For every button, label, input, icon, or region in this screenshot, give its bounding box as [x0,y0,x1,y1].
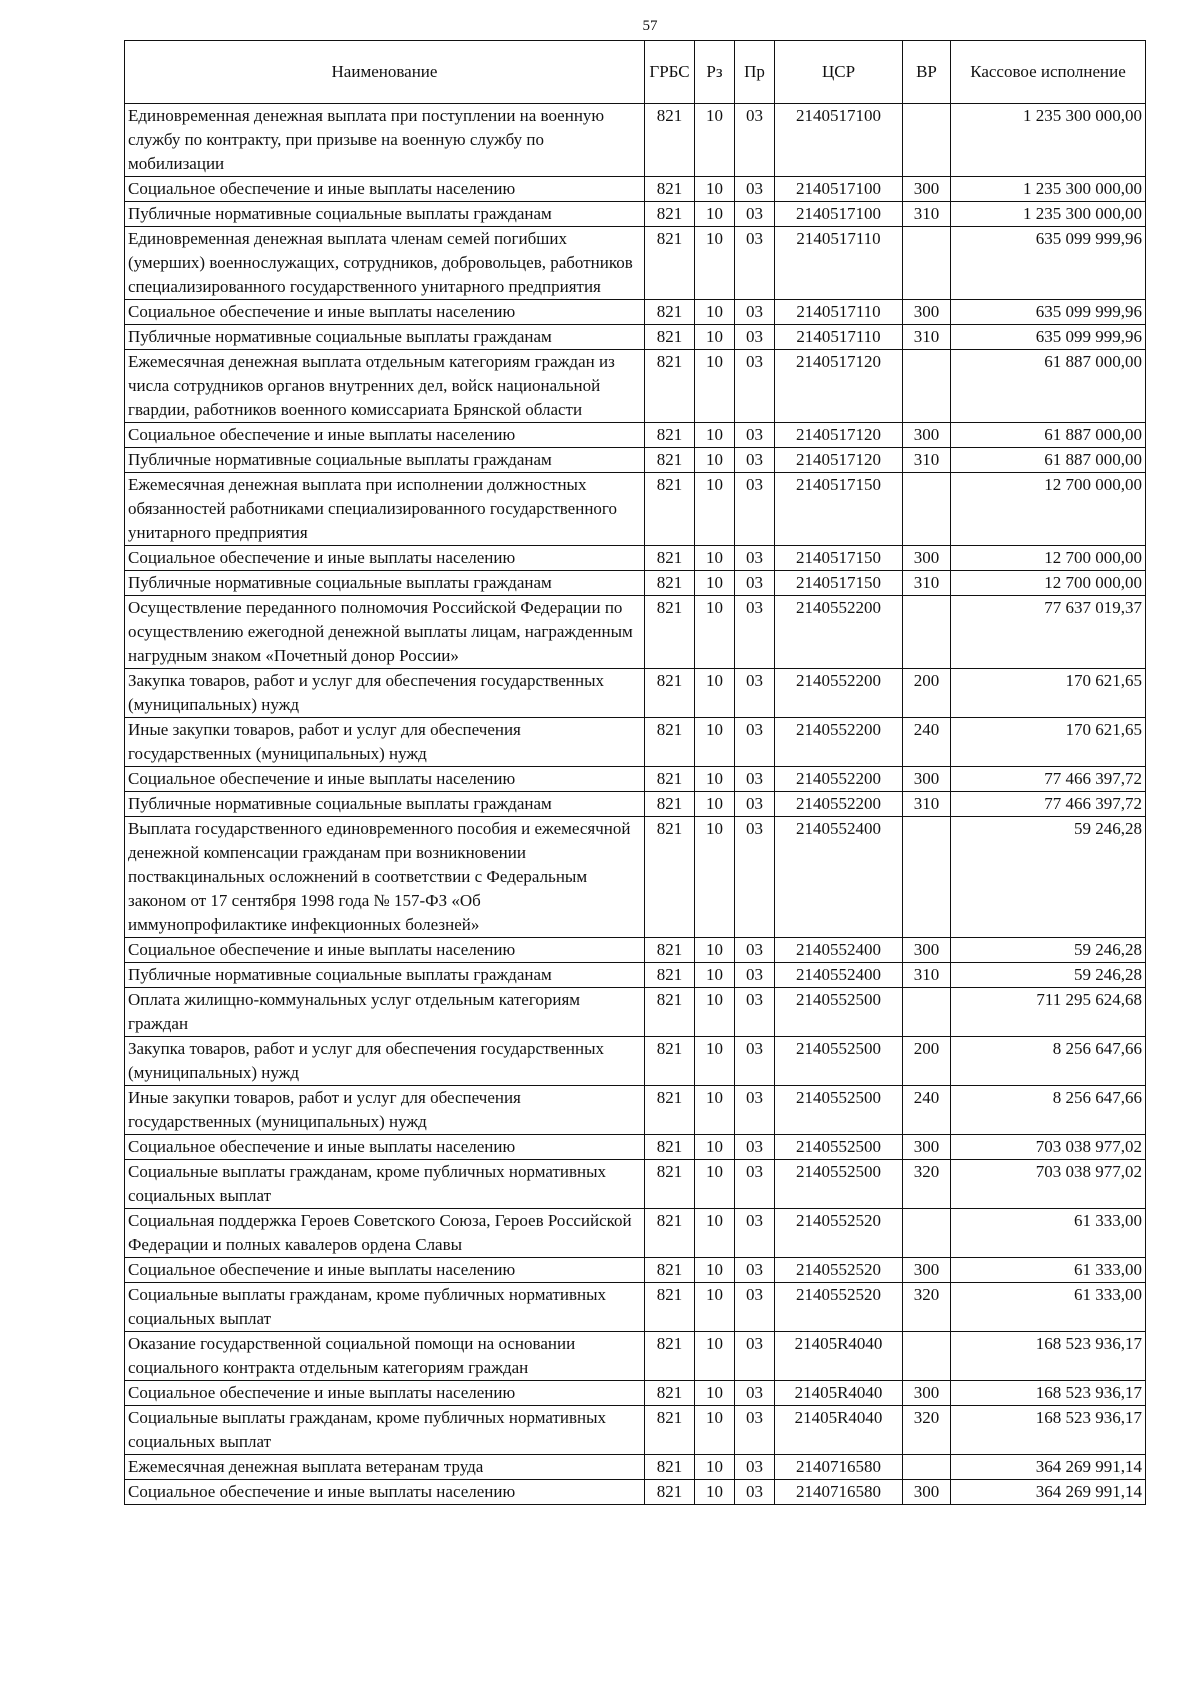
header-csr: ЦСР [775,41,903,104]
cell-name: Социальное обеспечение и иные выплаты населению [125,1381,645,1406]
table-row [125,350,1146,423]
cell-name: Социальное обеспечение и иные выплаты населению [125,177,645,202]
table-row [125,1209,1146,1258]
cell-name: Публичные нормативные социальные выплаты гражданам [125,202,645,227]
cell-grbs: 821 [645,1283,695,1332]
cell-csr: 2140517110 [775,325,903,350]
table-header [125,41,1146,104]
cell-rz: 10 [695,104,735,177]
cell-name: Ежемесячная денежная выплата при исполнении должностных обязанностей работниками специализированного государственного унитарного предприятия [125,473,645,546]
cell-vr: 310 [903,202,951,227]
cell-amount: 61 887 000,00 [951,350,1146,423]
table-row [125,104,1146,177]
cell-amount: 168 523 936,17 [951,1381,1146,1406]
cell-name: Социальные выплаты гражданам, кроме публичных нормативных социальных выплат [125,1283,645,1332]
cell-rz: 10 [695,202,735,227]
cell-amount: 61 887 000,00 [951,448,1146,473]
cell-vr: 200 [903,1037,951,1086]
cell-rz: 10 [695,1332,735,1381]
cell-pr: 03 [735,227,775,300]
cell-csr: 2140552500 [775,1135,903,1160]
cell-amount: 12 700 000,00 [951,473,1146,546]
cell-name: Ежемесячная денежная выплата ветеранам труда [125,1455,645,1480]
cell-vr: 310 [903,571,951,596]
cell-rz: 10 [695,1037,735,1086]
cell-pr: 03 [735,669,775,718]
cell-amount: 1 235 300 000,00 [951,177,1146,202]
cell-amount: 170 621,65 [951,718,1146,767]
cell-csr: 21405R4040 [775,1406,903,1455]
cell-vr: 300 [903,1258,951,1283]
cell-pr: 03 [735,963,775,988]
cell-pr: 03 [735,767,775,792]
cell-amount: 635 099 999,96 [951,300,1146,325]
cell-rz: 10 [695,473,735,546]
cell-amount: 77 466 397,72 [951,792,1146,817]
cell-vr: 240 [903,1086,951,1135]
table-row [125,1406,1146,1455]
cell-amount: 59 246,28 [951,938,1146,963]
cell-name: Социальная поддержка Героев Советского Союза, Героев Российской Федерации и полных кавалеров ордена Славы [125,1209,645,1258]
cell-grbs: 821 [645,1258,695,1283]
cell-csr: 2140552200 [775,767,903,792]
cell-rz: 10 [695,988,735,1037]
cell-grbs: 821 [645,1037,695,1086]
cell-vr: 300 [903,1135,951,1160]
cell-name: Закупка товаров, работ и услуг для обеспечения государственных (муниципальных) нужд [125,669,645,718]
cell-rz: 10 [695,963,735,988]
cell-csr: 2140552400 [775,938,903,963]
table-row [125,669,1146,718]
cell-csr: 2140517120 [775,423,903,448]
cell-csr: 2140517150 [775,473,903,546]
cell-csr: 2140517100 [775,202,903,227]
cell-name: Оплата жилищно-коммунальных услуг отдельным категориям граждан [125,988,645,1037]
cell-grbs: 821 [645,1332,695,1381]
cell-csr: 2140716580 [775,1455,903,1480]
cell-vr: 310 [903,448,951,473]
cell-csr: 21405R4040 [775,1381,903,1406]
cell-grbs: 821 [645,423,695,448]
cell-csr: 2140552500 [775,988,903,1037]
cell-name: Социальные выплаты гражданам, кроме публичных нормативных социальных выплат [125,1406,645,1455]
header-rz: Рз [695,41,735,104]
table-row [125,817,1146,938]
table-row [125,767,1146,792]
cell-rz: 10 [695,571,735,596]
cell-grbs: 821 [645,1381,695,1406]
cell-pr: 03 [735,202,775,227]
cell-vr: 300 [903,177,951,202]
cell-grbs: 821 [645,817,695,938]
cell-csr: 2140552400 [775,963,903,988]
cell-amount: 1 235 300 000,00 [951,202,1146,227]
cell-rz: 10 [695,1160,735,1209]
cell-vr [903,1455,951,1480]
cell-csr: 2140517100 [775,104,903,177]
header-pr: Пр [735,41,775,104]
cell-name: Выплата государственного единовременного пособия и ежемесячной денежной компенсации гражданам при возникновении поствакцинальных осложнений в соответствии с Федеральным законом от 17 сентября 1998 года № 157-ФЗ «Об иммунопрофилактике инфекционных болезней» [125,817,645,938]
table-row [125,202,1146,227]
cell-rz: 10 [695,669,735,718]
cell-amount: 61 887 000,00 [951,423,1146,448]
cell-vr [903,350,951,423]
cell-name: Социальное обеспечение и иные выплаты населению [125,1258,645,1283]
cell-vr [903,1209,951,1258]
cell-vr [903,1332,951,1381]
cell-vr [903,227,951,300]
cell-name: Публичные нормативные социальные выплаты гражданам [125,448,645,473]
table-row [125,1086,1146,1135]
header-name: Наименование [125,41,645,104]
cell-pr: 03 [735,792,775,817]
cell-vr: 320 [903,1283,951,1332]
cell-csr: 2140552200 [775,718,903,767]
cell-pr: 03 [735,1283,775,1332]
cell-pr: 03 [735,1037,775,1086]
cell-grbs: 821 [645,325,695,350]
cell-grbs: 821 [645,1209,695,1258]
cell-amount: 59 246,28 [951,817,1146,938]
cell-name: Социальные выплаты гражданам, кроме публичных нормативных социальных выплат [125,1160,645,1209]
cell-grbs: 821 [645,1406,695,1455]
cell-name: Социальное обеспечение и иные выплаты населению [125,423,645,448]
cell-csr: 2140552520 [775,1209,903,1258]
table-row [125,1455,1146,1480]
cell-name: Публичные нормативные социальные выплаты гражданам [125,571,645,596]
cell-amount: 77 637 019,37 [951,596,1146,669]
cell-rz: 10 [695,350,735,423]
cell-grbs: 821 [645,963,695,988]
cell-rz: 10 [695,1258,735,1283]
cell-vr: 300 [903,546,951,571]
cell-amount: 364 269 991,14 [951,1455,1146,1480]
table-row [125,423,1146,448]
table-row [125,1160,1146,1209]
budget-execution-table [124,40,1146,1505]
cell-rz: 10 [695,1480,735,1505]
cell-csr: 2140517150 [775,571,903,596]
cell-name: Социальное обеспечение и иные выплаты населению [125,300,645,325]
cell-rz: 10 [695,1086,735,1135]
cell-pr: 03 [735,300,775,325]
cell-pr: 03 [735,325,775,350]
cell-amount: 12 700 000,00 [951,571,1146,596]
cell-vr: 300 [903,767,951,792]
table-row [125,1258,1146,1283]
cell-rz: 10 [695,1209,735,1258]
cell-pr: 03 [735,1209,775,1258]
cell-vr: 240 [903,718,951,767]
cell-name: Оказание государственной социальной помощи на основании социального контракта отдельным категориям граждан [125,1332,645,1381]
cell-rz: 10 [695,596,735,669]
cell-grbs: 821 [645,1160,695,1209]
cell-grbs: 821 [645,988,695,1037]
cell-grbs: 821 [645,938,695,963]
cell-amount: 61 333,00 [951,1258,1146,1283]
cell-amount: 1 235 300 000,00 [951,104,1146,177]
cell-grbs: 821 [645,792,695,817]
header-grbs: ГРБС [645,41,695,104]
cell-amount: 635 099 999,96 [951,325,1146,350]
cell-vr: 300 [903,938,951,963]
cell-vr: 310 [903,325,951,350]
cell-rz: 10 [695,546,735,571]
cell-vr [903,596,951,669]
cell-pr: 03 [735,938,775,963]
cell-grbs: 821 [645,227,695,300]
cell-pr: 03 [735,546,775,571]
cell-grbs: 821 [645,596,695,669]
cell-name: Публичные нормативные социальные выплаты гражданам [125,325,645,350]
cell-name: Публичные нормативные социальные выплаты гражданам [125,792,645,817]
cell-pr: 03 [735,1135,775,1160]
cell-grbs: 821 [645,202,695,227]
cell-pr: 03 [735,448,775,473]
cell-name: Социальное обеспечение и иные выплаты населению [125,1135,645,1160]
cell-name: Иные закупки товаров, работ и услуг для обеспечения государственных (муниципальных) нужд [125,718,645,767]
cell-vr: 300 [903,300,951,325]
cell-amount: 12 700 000,00 [951,546,1146,571]
cell-rz: 10 [695,1283,735,1332]
cell-grbs: 821 [645,1480,695,1505]
header-vr: ВР [903,41,951,104]
cell-name: Публичные нормативные социальные выплаты гражданам [125,963,645,988]
cell-name: Социальное обеспечение и иные выплаты населению [125,767,645,792]
cell-csr: 2140517100 [775,177,903,202]
cell-amount: 61 333,00 [951,1209,1146,1258]
table-row [125,596,1146,669]
table-row [125,1332,1146,1381]
cell-csr: 2140552520 [775,1283,903,1332]
cell-grbs: 821 [645,1086,695,1135]
cell-vr [903,104,951,177]
cell-pr: 03 [735,817,775,938]
cell-name: Социальное обеспечение и иные выплаты населению [125,938,645,963]
table-row [125,1037,1146,1086]
header-row [125,41,1146,104]
cell-grbs: 821 [645,104,695,177]
cell-name: Закупка товаров, работ и услуг для обеспечения государственных (муниципальных) нужд [125,1037,645,1086]
cell-rz: 10 [695,300,735,325]
cell-pr: 03 [735,988,775,1037]
cell-vr [903,988,951,1037]
cell-pr: 03 [735,104,775,177]
cell-grbs: 821 [645,473,695,546]
table-row [125,718,1146,767]
table-row [125,448,1146,473]
cell-csr: 2140716580 [775,1480,903,1505]
cell-name: Ежемесячная денежная выплата отдельным категориям граждан из числа сотрудников органов внутренних дел, войск национальной гвардии, работников военного комиссариата Брянской области [125,350,645,423]
cell-grbs: 821 [645,177,695,202]
cell-csr: 2140552200 [775,596,903,669]
table-row [125,227,1146,300]
cell-amount: 635 099 999,96 [951,227,1146,300]
cell-pr: 03 [735,1086,775,1135]
cell-amount: 703 038 977,02 [951,1135,1146,1160]
cell-amount: 364 269 991,14 [951,1480,1146,1505]
cell-rz: 10 [695,1135,735,1160]
cell-name: Иные закупки товаров, работ и услуг для обеспечения государственных (муниципальных) нужд [125,1086,645,1135]
cell-rz: 10 [695,1381,735,1406]
table-row [125,792,1146,817]
cell-csr: 2140517110 [775,227,903,300]
cell-csr: 2140552200 [775,792,903,817]
table-row [125,938,1146,963]
cell-rz: 10 [695,325,735,350]
cell-vr [903,817,951,938]
cell-csr: 2140517120 [775,448,903,473]
cell-name: Социальное обеспечение и иные выплаты населению [125,546,645,571]
cell-amount: 61 333,00 [951,1283,1146,1332]
cell-rz: 10 [695,177,735,202]
cell-pr: 03 [735,596,775,669]
cell-pr: 03 [735,473,775,546]
table-row [125,988,1146,1037]
cell-pr: 03 [735,177,775,202]
table-row [125,300,1146,325]
table-row [125,1135,1146,1160]
cell-pr: 03 [735,571,775,596]
table-row [125,1480,1146,1505]
cell-csr: 2140552200 [775,669,903,718]
cell-grbs: 821 [645,448,695,473]
cell-rz: 10 [695,227,735,300]
cell-rz: 10 [695,817,735,938]
cell-grbs: 821 [645,1455,695,1480]
cell-vr: 310 [903,792,951,817]
cell-vr: 310 [903,963,951,988]
cell-rz: 10 [695,1455,735,1480]
cell-name: Единовременная денежная выплата членам семей погибших (умерших) военнослужащих, сотрудников, добровольцев, работников специализированного государственного унитарного предприятия [125,227,645,300]
cell-pr: 03 [735,1258,775,1283]
table-row [125,325,1146,350]
page-number: 57 [642,18,658,34]
cell-csr: 2140552500 [775,1160,903,1209]
cell-grbs: 821 [645,1135,695,1160]
cell-grbs: 821 [645,767,695,792]
table-row [125,1381,1146,1406]
cell-rz: 10 [695,792,735,817]
cell-pr: 03 [735,1332,775,1381]
cell-csr: 2140517150 [775,546,903,571]
cell-rz: 10 [695,767,735,792]
cell-name: Единовременная денежная выплата при поступлении на военную службу по контракту, при призыве на военную службу по мобилизации [125,104,645,177]
cell-amount: 168 523 936,17 [951,1406,1146,1455]
cell-csr: 2140552500 [775,1086,903,1135]
cell-csr: 2140552520 [775,1258,903,1283]
cell-pr: 03 [735,1160,775,1209]
cell-grbs: 821 [645,350,695,423]
cell-grbs: 821 [645,571,695,596]
cell-amount: 170 621,65 [951,669,1146,718]
cell-name: Социальное обеспечение и иные выплаты населению [125,1480,645,1505]
cell-rz: 10 [695,448,735,473]
cell-pr: 03 [735,423,775,448]
cell-rz: 10 [695,423,735,448]
cell-pr: 03 [735,718,775,767]
cell-vr: 300 [903,1381,951,1406]
cell-pr: 03 [735,1406,775,1455]
cell-grbs: 821 [645,300,695,325]
table-row [125,1283,1146,1332]
cell-grbs: 821 [645,669,695,718]
table-row [125,546,1146,571]
cell-vr: 200 [903,669,951,718]
header-amount: Кассовое исполнение [951,41,1146,104]
cell-pr: 03 [735,1381,775,1406]
cell-vr: 320 [903,1406,951,1455]
cell-name: Осуществление переданного полномочия Российской Федерации по осуществлению ежегодной денежной выплаты лицам, награжденным нагрудным знаком «Почетный донор России» [125,596,645,669]
cell-amount: 77 466 397,72 [951,767,1146,792]
cell-amount: 703 038 977,02 [951,1160,1146,1209]
cell-vr [903,473,951,546]
cell-csr: 2140517110 [775,300,903,325]
cell-pr: 03 [735,1455,775,1480]
table-row [125,963,1146,988]
cell-csr: 2140552400 [775,817,903,938]
cell-amount: 8 256 647,66 [951,1037,1146,1086]
cell-rz: 10 [695,718,735,767]
cell-csr: 2140517120 [775,350,903,423]
cell-amount: 8 256 647,66 [951,1086,1146,1135]
cell-pr: 03 [735,1480,775,1505]
cell-amount: 711 295 624,68 [951,988,1146,1037]
cell-amount: 59 246,28 [951,963,1146,988]
table-row [125,177,1146,202]
cell-rz: 10 [695,1406,735,1455]
cell-amount: 168 523 936,17 [951,1332,1146,1381]
cell-rz: 10 [695,938,735,963]
cell-grbs: 821 [645,546,695,571]
cell-vr: 300 [903,1480,951,1505]
table-body [125,104,1146,1505]
cell-vr: 320 [903,1160,951,1209]
cell-csr: 2140552500 [775,1037,903,1086]
cell-pr: 03 [735,350,775,423]
table-row [125,571,1146,596]
table-row [125,473,1146,546]
cell-vr: 300 [903,423,951,448]
cell-csr: 21405R4040 [775,1332,903,1381]
cell-grbs: 821 [645,718,695,767]
